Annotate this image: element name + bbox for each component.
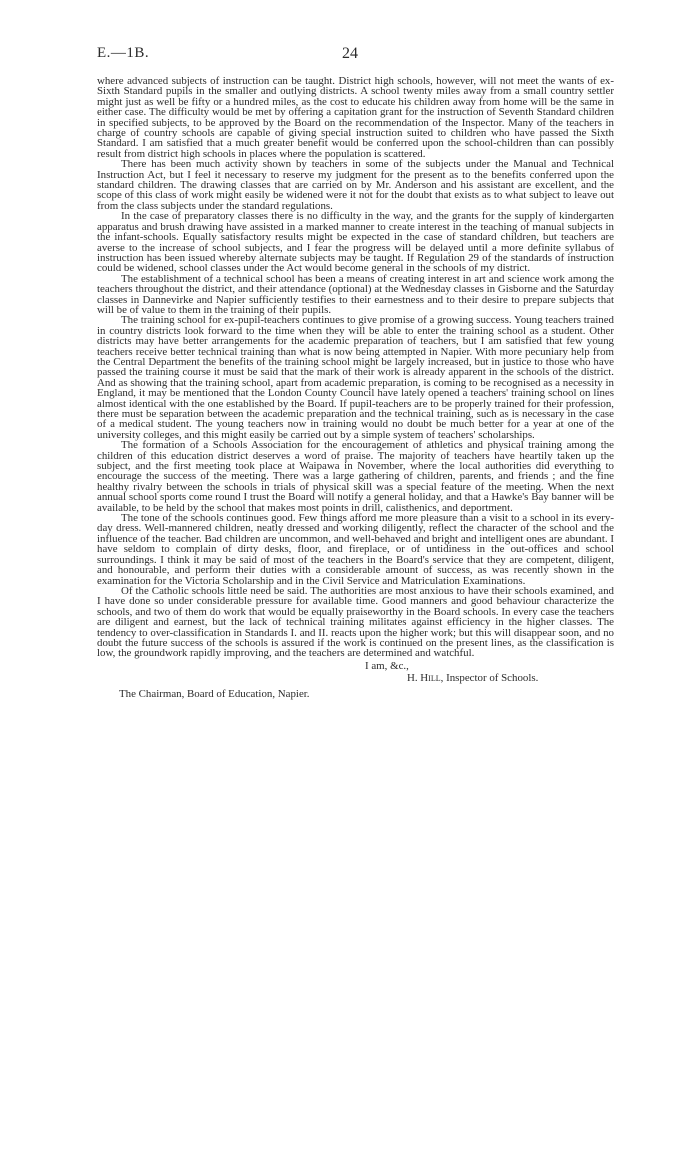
- paragraph-tone-of-schools: The tone of the schools continues good. Few things afford me more pleasure than a visit to a school in its every-day dress. Well-mannered children, neatly dressed and working diligently, reflect the character of the school and the influence of the teacher. Bad children are uncommon, and well-behaved and bright and intelligent ones are abundant. I have seldom to complain of dirty desks, floor, and fireplace, or of untidiness in the out-offices and school surroundings. I think it may be said of most of the teachers in the Board's service that they are competent, diligent, and honourable, and perform their duties with a considerable amount of success, as was recently shown in the examination for the Victoria Scholarship and in the Civil Service and Matriculation Examinations.: [97, 512, 614, 587]
- paragraph-high-schools: where advanced subjects of instruction can be taught. District high schools, however, will not meet the wants of ex-Sixth Standard pupils in the smaller and outlying districts. A school twenty miles away from a small country settler might just as well be fifty or a hundred miles, as the cost to educate his children away from home will be the same in either case. The difficulty would be met by offering a capitation grant for the instruction of Seventh Standard children in specified subjects, to be approved by the Board on the recommendation of the Inspector. Many of the teachers in charge of country schools are capable of giving special instruction suited to children who have passed the Sixth Standard. I am satisfied that a much greater benefit would be conferred upon the school-children than can possibly result from district high schools in places where the population is scattered.: [97, 75, 614, 160]
- salutation: I am, &c.,: [365, 659, 409, 672]
- paragraph-schools-association: The formation of a Schools Association for the encouragement of athletics and physical training among the children of this education district deserves a word of praise. The majority of teachers have heartily taken up the subject, and the first meeting took place at Waipawa in November, where the local authorities did everything to encourage the success of the meeting. There was a large gathering of children, parents, and friends ; and the fine healthy rivalry between the schools in trials of physical skill was a special feature of the meeting. When the next annual school sports come round I trust the Board will notify a general holiday, and that a Hawke's Bay banner will be available, to be held by the school that makes most points in drill, calisthenics, and deportment.: [97, 439, 614, 514]
- document-reference: E.—1B.: [97, 45, 150, 61]
- paragraph-technical-school: The establishment of a technical school has been a means of creating interest in art and science work among the teachers throughout the district, and their attendance (optional) at the Wednesday classes in Gisborne and the Saturday classes in Dannevirke and Napier sufficiently testifies to their earnestness and to their desire to prepare subjects that will be of value to them in the training of their pupils.: [97, 272, 614, 316]
- paragraph-catholic-schools: Of the Catholic schools little need be said. The authorities are most anxious to have their schools examined, and I have done so under considerable pressure for available time. Good manners and good behaviour characterize the schools, and two of them do work that would be equally praiseworthy in the Board schools. In every case the teachers are diligent and earnest, but the lack of technical training militates against efficiency in the higher classes. The tendency to over-classification in Standards I. and II. reacts upon the higher work; but this will disappear soon, and no doubt the future success of the schools is assured if the work is continued on the present lines, as the classification is low, the groundwork rapidly improving, and the teachers are determined and watchful.: [97, 584, 614, 660]
- signature-title: Inspector of Schools.: [446, 671, 539, 684]
- signature-name: H. Hill,: [407, 671, 444, 684]
- report-body: [97, 76, 614, 659]
- addressee: The Chairman, Board of Education, Napier.: [119, 687, 310, 700]
- page-header: [97, 40, 614, 70]
- page-number: 24: [342, 45, 358, 62]
- paragraph-training-school: The training school for ex-pupil-teachers continues to give promise of a growing success. Young teachers trained in country districts look forward to the time when they will be able to enter the training school as a student. Other districts may have better arrangements for the academic preparation of teachers, but I am satisfied that few young teachers receive better technical training than what is now being attempted in Napier. With more pecuniary help from the Central Department the benefits of the training school might be largely increased, but in justice to those who have passed the training course it must be said that the mark of their work is already apparent in the schools of the district. And as showing that the training school, apart from academic preparation, is coming to be recognised as a necessity in England, it may be mentioned that the London County Council have lately opened a teachers' training school on lines almost identical with the one established by the Board. If pupil-teachers are to be properly trained for their profession, there must be separation between the academic preparation and the technical training, such as is necessary in the case of a medical student. The young teachers now in training would no doubt be much better for a year at one of the university colleges, and this might easily be carried out by a simple system of teachers' scholarships.: [97, 314, 614, 441]
- signature: [407, 673, 538, 684]
- paragraph-manual-instruction: There has been much activity shown by teachers in some of the subjects under the Manual and Technical Instruction Act, but I feel it necessary to reserve my judgment for the present as to the benefits conferred upon the standard children. The drawing classes that are carried on by Mr. Anderson and his assistant are excellent, and the scope of this class of work might easily be widened were it not for the doubt that exists as to what subject to leave out from the class subjects under the standard regulations.: [97, 158, 614, 212]
- letter-closing: [97, 661, 614, 717]
- paragraph-preparatory-classes: In the case of preparatory classes there is no difficulty in the way, and the grants for the supply of kindergarten apparatus and brush drawing have assisted in a marked manner to create interest in the teaching of manual subjects in the infant-schools. Equally satisfactory results might be expected in the case of standard children, but teachers are averse to the increase of school subjects, and I fear the progress will be delayed until a more definite syllabus of instruction has been issued whereby alternate subjects may be taught. If Regulation 29 of the standards of instruction could be widened, school classes under the Act would become general in the schools of my district.: [97, 210, 614, 275]
